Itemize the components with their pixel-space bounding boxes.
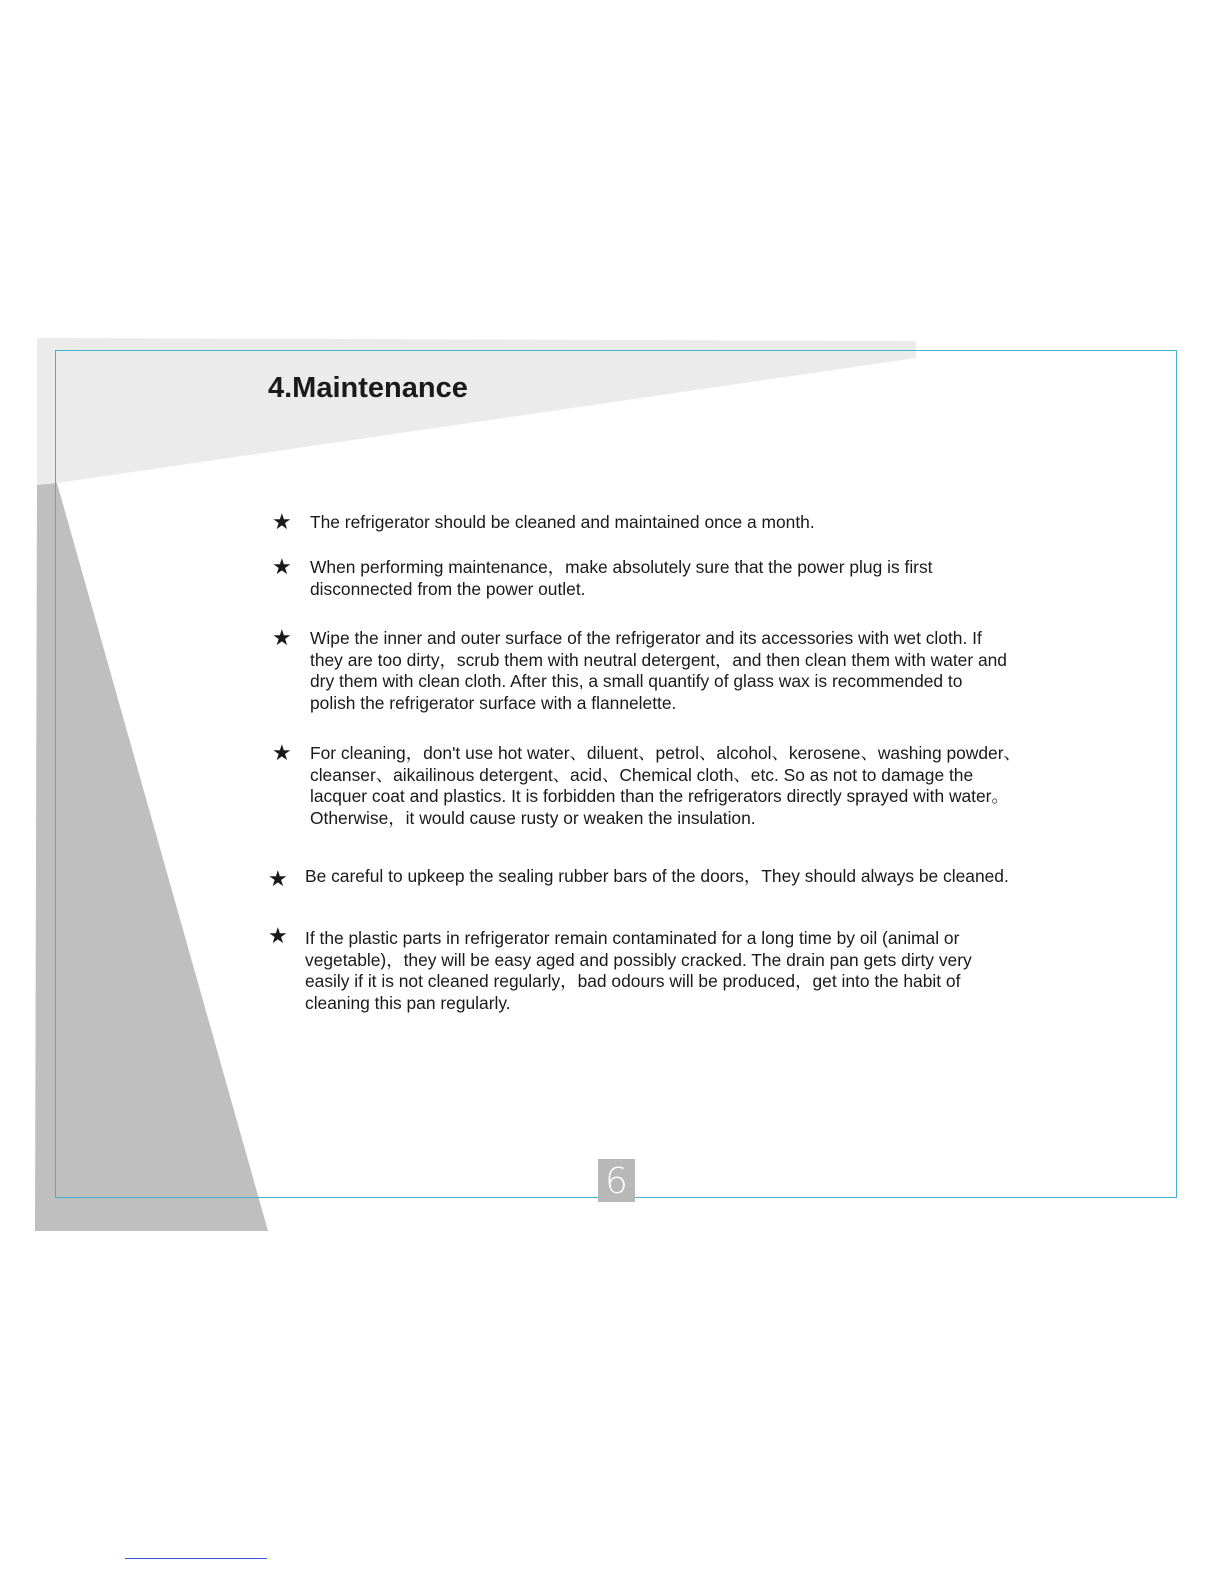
- maintenance-item-2: When performing maintenance，make absolutely sure that the power plug is first disconnected from the power outlet.: [310, 557, 933, 599]
- bullet-star-icon: ★: [272, 554, 292, 579]
- bullet-star-icon: ★: [268, 923, 288, 948]
- bullet-star-icon: ★: [272, 625, 292, 650]
- page-title: 4.Maintenance: [268, 372, 468, 404]
- maintenance-item-1: The refrigerator should be cleaned and maintained once a month.: [310, 512, 815, 532]
- maintenance-item-5: Be careful to upkeep the sealing rubber bars of the doors，They should always be cleaned.: [305, 866, 1009, 886]
- maintenance-item-3: Wipe the inner and outer surface of the refrigerator and its accessories with wet cloth. If they are too dirty，scrub them with neutral detergent，and then clean them with water and dry them with clean cloth. After this, a small quantify of glass wax is recommended to polish the refrigerator surface with a flannelette.: [310, 628, 1007, 713]
- page-number: 6: [598, 1159, 635, 1202]
- maintenance-item-4: For cleaning，don't use hot water、diluent、petrol、alcohol、kerosene、washing powder、 cleanser、aikailinous detergent、acid、Chemical cloth、etc. So as not to damage the lacquer coat and plastics. It is forbidden than the refrigerators directly sprayed with water。 Otherwise，it would cause rusty or weaken the insulation.: [310, 743, 1021, 828]
- footer-divider-line: [125, 1558, 267, 1559]
- maintenance-item-6: If the plastic parts in refrigerator remain contaminated for a long time by oil (animal or vegetable)，they will be easy aged and possibly cracked. The drain pan gets dirty very easily if it is not cleaned regularly，bad odours will be produced，get into the habit of cleaning this pan regularly.: [305, 928, 972, 1013]
- bullet-star-icon: ★: [268, 866, 288, 891]
- bullet-star-icon: ★: [272, 740, 292, 765]
- bullet-star-icon: ★: [272, 509, 292, 534]
